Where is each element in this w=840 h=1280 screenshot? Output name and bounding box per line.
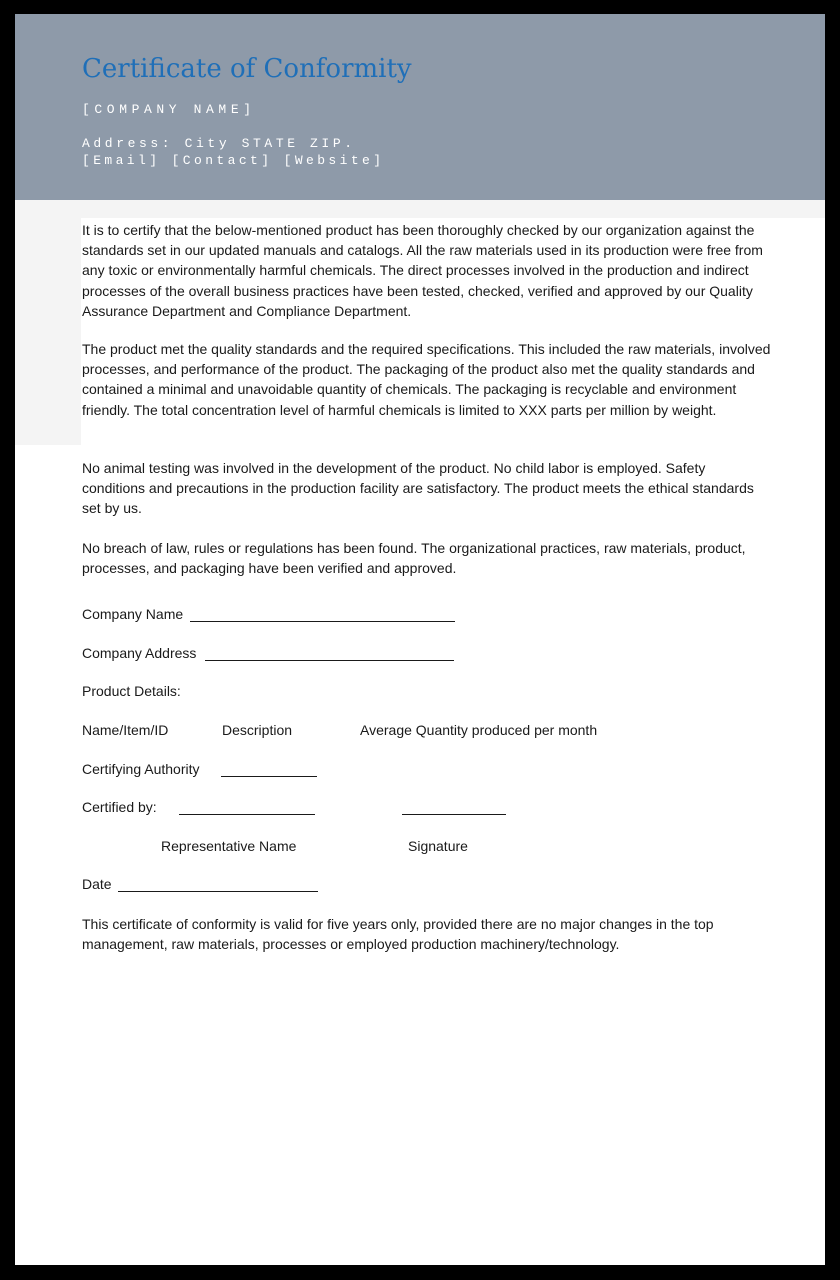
- date-blank[interactable]: [118, 891, 318, 892]
- representative-name-caption: Representative Name: [161, 838, 297, 854]
- column-header-average-quantity: Average Quantity produced per month: [360, 722, 598, 738]
- product-details-label: Product Details:: [82, 683, 181, 699]
- paragraph-ethics: No animal testing was involved in the development of the product. No child labor is employed. Safety conditions and precautions in the production facility are satisfactory. The product meets the ethical standards set by us.: [82, 460, 754, 517]
- paragraph-certification: It is to certify that the below-mentioned product has been thoroughly checked by our organization against the standards set in our updated manuals and catalogs. All the raw materials used in its production were free from any toxic or environmentally harmful chemicals. The direct processes involved in the production and indirect processes of the overall business practices have been tested, checked, verified and approved by our Quality Assurance Department and Compliance Department.: [82, 222, 763, 319]
- column-header-description: Description: [222, 722, 293, 738]
- company-address-label: Company Address: [82, 645, 197, 661]
- certificate-title: Certificate of Conformity: [82, 54, 412, 84]
- certified-by-label: Certified by:: [82, 799, 157, 815]
- company-name-blank[interactable]: [190, 621, 455, 622]
- date-label: Date: [82, 876, 112, 892]
- paragraph-compliance: No breach of law, rules or regulations has been found. The organizational practices, raw materials, product, processes, and packaging have been verified and approved.: [82, 540, 746, 577]
- column-header-item-id: Name/Item/ID: [82, 722, 169, 738]
- representative-name-blank[interactable]: [179, 814, 315, 815]
- company-name-placeholder: [COMPANY NAME]: [82, 102, 256, 117]
- paragraph-quality-standards: The product met the quality standards and the required specifications. This included the raw materials, involved processes, and performance of the product. The packaging of the product also met the quality standards and contained a minimal and unavoidable quantity of chemicals. The packaging is recyclable and environment friendly. The total concentration level of harmful chemicals is limited to XXX parts per million by weight.: [82, 341, 771, 418]
- company-address-line: Address: City STATE ZIP.: [82, 136, 356, 151]
- company-address-blank[interactable]: [205, 660, 454, 661]
- certifying-authority-label: Certifying Authority: [82, 761, 200, 777]
- company-name-label: Company Name: [82, 606, 184, 622]
- company-contact-line: [Email] [Contact] [Website]: [82, 153, 385, 168]
- certificate-page: [15, 14, 825, 1265]
- paragraph-validity: This certificate of conformity is valid for five years only, provided there are no major changes in the top management, raw materials, processes or employed production machinery/technology.: [82, 916, 714, 953]
- left-margin-shade: [15, 200, 81, 445]
- signature-caption: Signature: [408, 838, 468, 854]
- header-shadow-strip: [15, 200, 825, 218]
- signature-blank[interactable]: [402, 814, 506, 815]
- certifying-authority-blank[interactable]: [221, 776, 317, 777]
